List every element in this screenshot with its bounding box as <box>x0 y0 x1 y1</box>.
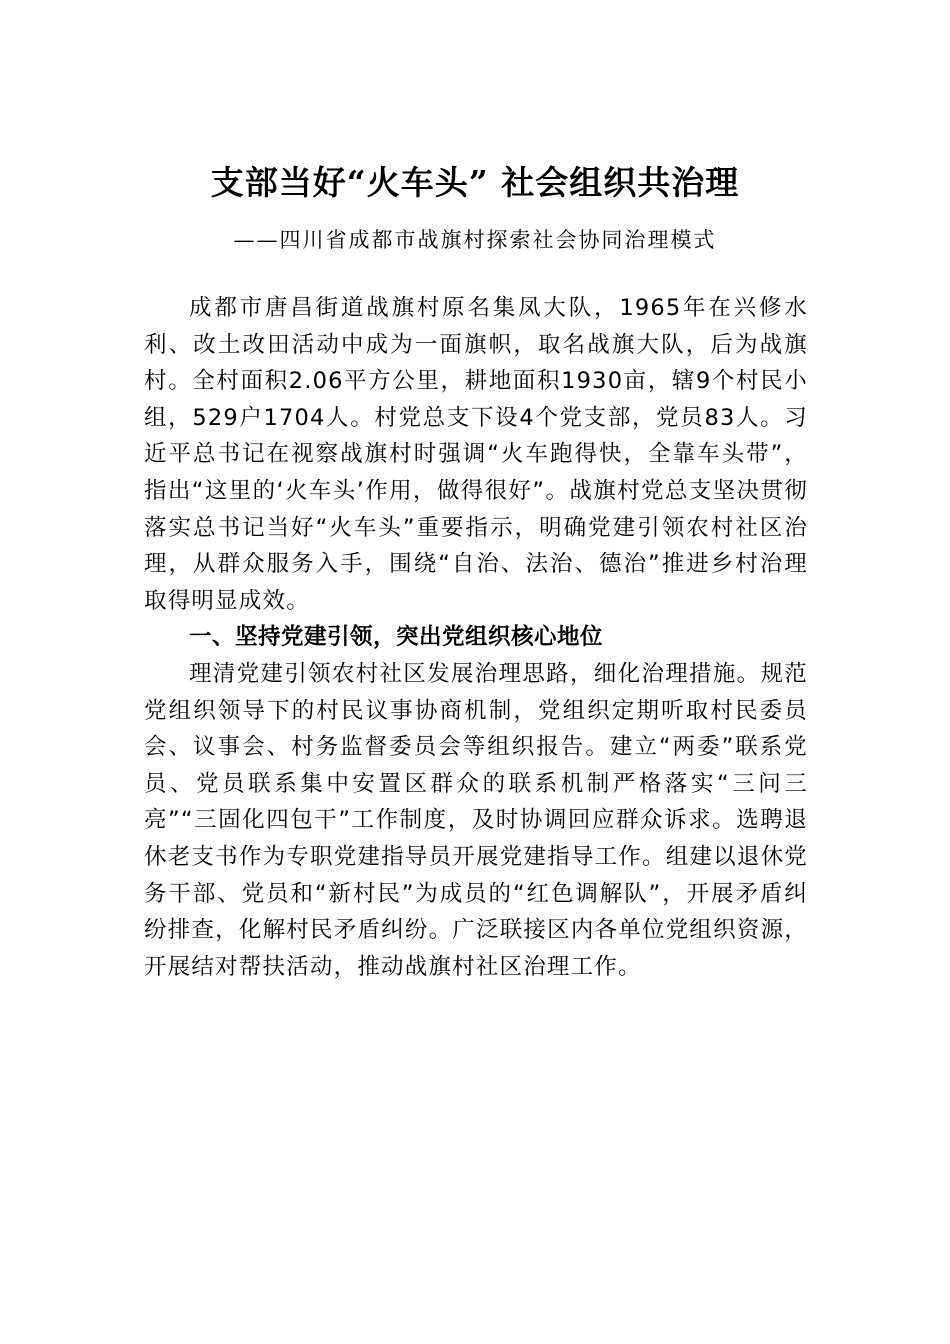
document-title: 支部当好“火车头” 社会组织共治理 <box>210 163 740 202</box>
intro-paragraph: 成都市唐昌街道战旗村原名集凤大队，1965年在兴修水利、改土改田活动中成为一面旗帜，取名战旗大队，后为战旗村。全村面积2.06平方公里，耕地面积1930亩，辖9个村民小组，529户1704人。村党总支下设4个党支部，党员83人。习近平总书记在视察战旗村时强调“火车跑得快，全靠车头带”，指出“这里的‘火车头’作用，做得很好”。战旗村党总支坚决贯彻落实总书记当好“火车头”重要指示，明确党建引领农村社区治理，从群众服务入手，围绕“自治、法治、德治”推进乡村治理取得明显成效。 <box>144 295 808 614</box>
document-body <box>144 290 808 985</box>
document-subtitle: ——四川省成都市战旗村探索社会协同治理模式 <box>233 228 717 252</box>
section-heading: 一、坚持党建引领，突出党组织核心地位 <box>189 624 604 651</box>
section-paragraph: 理清党建引领农村社区发展治理思路，细化治理措施。规范党组织领导下的村民议事协商机制，党组织定期听取村民委员会、议事会、村务监督委员会等组织报告。建立“两委”联系党员、党员联系集中安置区群众的联系机制严格落实“三问三亮”“三固化四包干”工作制度，及时协调回应群众诉求。选聘退休老支书作为专职党建指导员开展党建指导工作。组建以退休党务干部、党员和“新村民”为成员的“红色调解队”，开展矛盾纠纷排查，化解村民矛盾纠纷。广泛联接区内各单位党组织资源，开展结对帮扶活动，推动战旗村社区治理工作。 <box>144 660 808 980</box>
